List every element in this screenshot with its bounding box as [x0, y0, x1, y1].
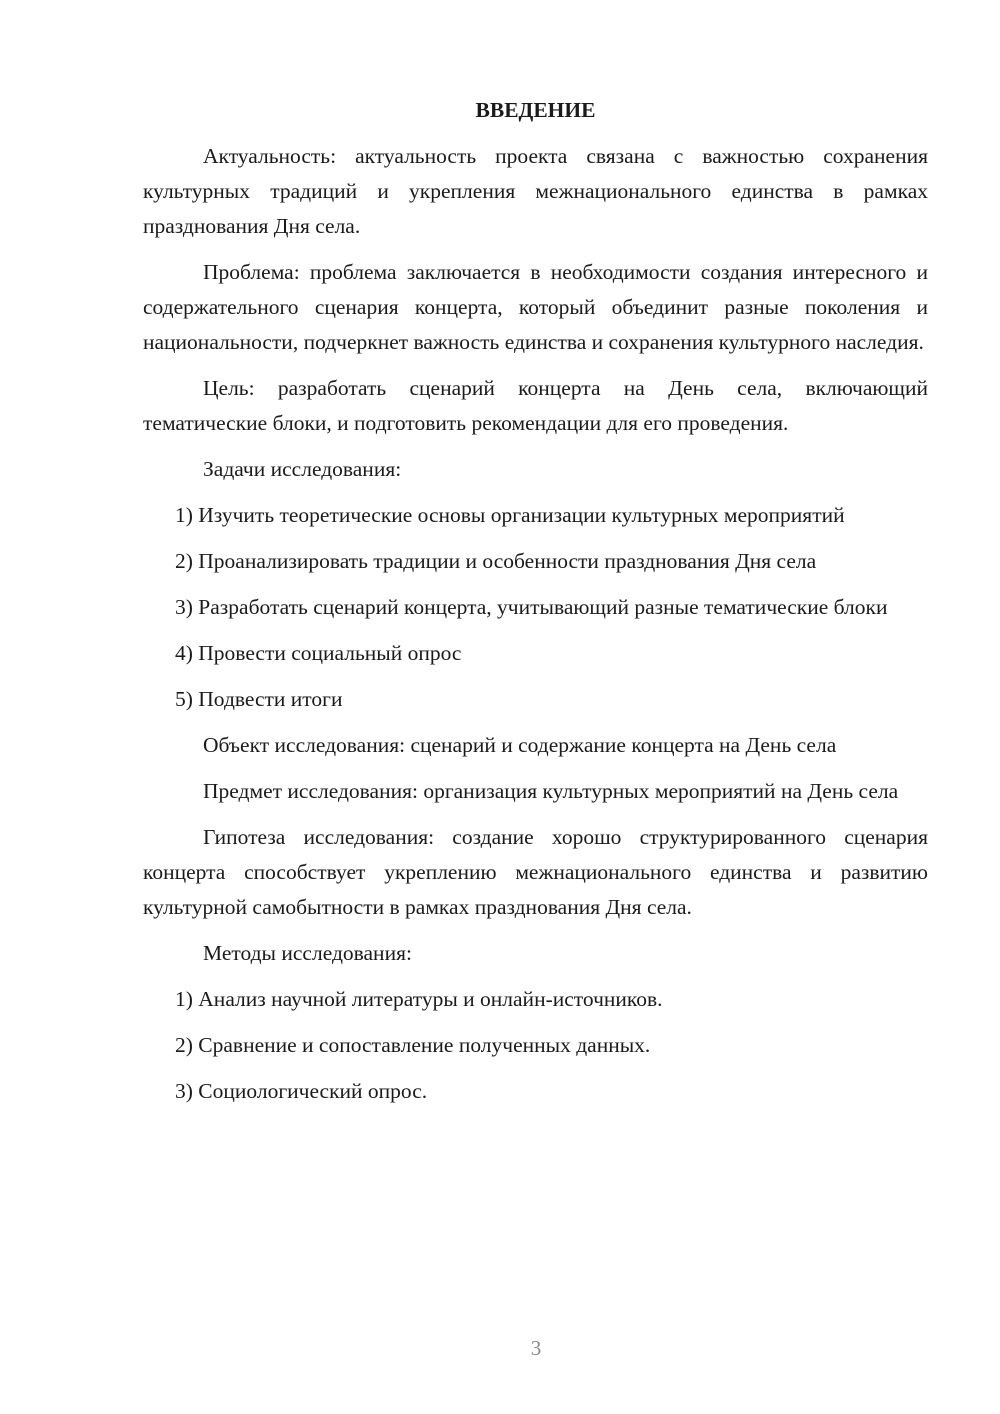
methods-heading: Методы исследования: — [203, 941, 412, 965]
task-item: 5) Подвести итоги — [175, 687, 343, 711]
method-item: 3) Социологический опрос. — [175, 1079, 428, 1103]
task-item: 3) Разработать сценарий концерта, учитывающий разные тематические блоки — [175, 595, 888, 619]
problem-paragraph: Проблема: проблема заключается в необходимости создания интересного и содержательного сценария концерта, который объединит разные поколения и национальности, подчеркнет важность единства и сохранения культурного наследия. — [143, 260, 928, 354]
page-content — [143, 93, 928, 1120]
method-item: 2) Сравнение и сопоставление полученных данных. — [175, 1033, 651, 1057]
hypothesis-paragraph: Гипотеза исследования: создание хорошо структурированного сценария концерта способствует укреплению межнационального единства и развитию культурной самобытности в рамках празднования Дня села. — [143, 825, 928, 919]
task-item: 1) Изучить теоретические основы организации культурных мероприятий — [175, 503, 845, 527]
tasks-heading: Задачи исследования: — [203, 457, 402, 481]
method-item: 1) Анализ научной литературы и онлайн-источников. — [175, 987, 663, 1011]
task-item: 4) Провести социальный опрос — [175, 641, 462, 665]
object-paragraph: Объект исследования: сценарий и содержание концерта на День села — [203, 733, 837, 757]
subject-paragraph: Предмет исследования: организация культурных мероприятий на День села — [203, 779, 899, 803]
task-item: 2) Проанализировать традиции и особенности празднования Дня села — [175, 549, 817, 573]
section-title: ВВЕДЕНИЕ — [475, 98, 596, 122]
relevance-paragraph: Актуальность: актуальность проекта связана с важностью сохранения культурных традиций и укрепления межнационального единства в рамках празднования Дня села. — [143, 144, 928, 238]
goal-paragraph: Цель: разработать сценарий концерта на День села, включающий тематические блоки, и подготовить рекомендации для его проведения. — [143, 376, 928, 435]
page-number: 3 — [530, 1336, 542, 1360]
